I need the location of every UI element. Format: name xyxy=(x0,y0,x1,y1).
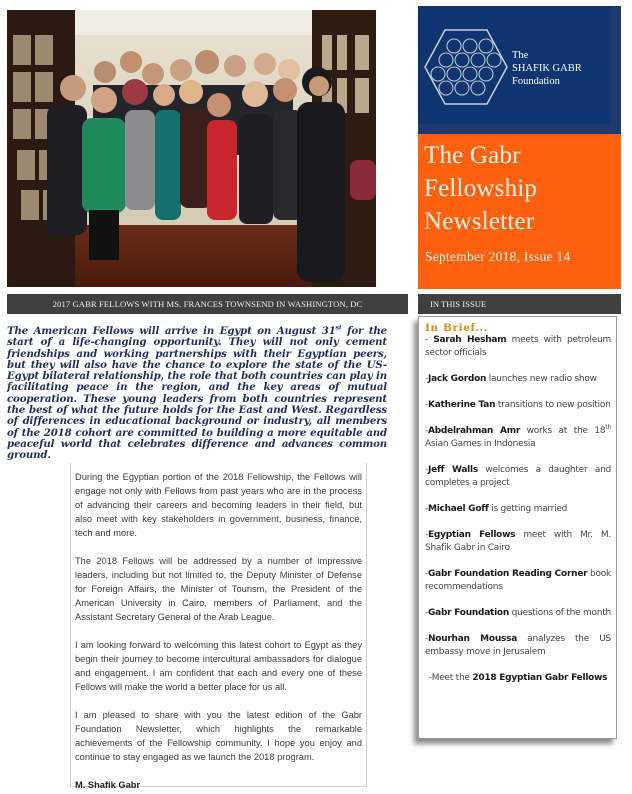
in-this-issue-header: IN THIS ISSUE xyxy=(418,294,621,314)
intro-paragraph xyxy=(7,326,387,462)
group-photo-illustration xyxy=(7,10,376,287)
in-brief-box xyxy=(418,316,617,739)
newsletter-title-panel xyxy=(418,134,621,289)
brief-item[interactable]: -Michael Goff is getting married xyxy=(425,504,568,514)
brief-item[interactable]: -Meet the 2018 Egyptian Gabr Fellows xyxy=(428,673,608,683)
letter-paragraph: I am pleased to share with you the latest edition of the Gabr Foundation Newsletter, which highlights the remarkable achievements of the Fellowship community. I hope you enjoy and continue to stay engaged as we launch the 2018 program. xyxy=(75,710,362,762)
photo-caption: 2017 GABR FELLOWS WITH MS. FRANCES TOWNSEND IN WASHINGTON, DC xyxy=(7,294,408,314)
letter-paragraph: During the Egyptian portion of the 2018 Fellowship, the Fellows will engage not only with Fellows from past years who are in the process of advancing their careers and becoming leaders in their field, but also meet with key stakeholders in government, business, finance, tech and more. xyxy=(75,472,362,538)
logo-line-1: The xyxy=(512,50,529,61)
letter-signature: M. Shafik Gabr xyxy=(75,780,141,790)
intro-text-start: The American Fellows will arrive in Egypt on August 31 xyxy=(7,325,336,337)
title-line-2: Fellowship xyxy=(424,175,538,202)
brief-item[interactable]: -Jeff Walls welcomes a daughter and completes a project xyxy=(425,465,612,488)
brief-item[interactable]: -Egyptian Fellows meet with Mr. M. Shafik Gabr in Cairo xyxy=(425,530,611,553)
geometric-hexagon-lattice-icon xyxy=(424,28,508,106)
brief-item[interactable]: -Gabr Foundation Reading Corner book recommendations xyxy=(425,569,611,592)
title-line-3: Newsletter xyxy=(424,208,535,235)
brief-item[interactable]: -Jack Gordon launches new radio show xyxy=(425,374,597,384)
foundation-logo-panel xyxy=(418,6,621,134)
intro-superscript: st xyxy=(335,324,342,332)
letter-paragraph: I am looking forward to welcoming this latest cohort to Egypt as they begin their journey to become intercultural ambassadors for dialogue and engagement. I am confident that each and every one of these Fellows will make the world a better place for us all. xyxy=(75,640,362,692)
chairman-letter xyxy=(70,463,367,790)
logo-line-2: SHAFIK GABR xyxy=(512,63,582,74)
brief-item[interactable]: -Abdelrahman Amr works at the 18th Asian Games in Indonesia xyxy=(425,424,612,449)
letter-paragraph: The 2018 Fellows will be addressed by a number of impressive leaders, including but not limited to, the Deputy Minister of Defense for Foreign Affairs, the Minister of Tourism, the President of the American University in Cairo, members of Parliament, and the Assistant Secretary General of the Arab League. xyxy=(75,556,362,622)
group-photo xyxy=(7,10,376,287)
logo-line-3: Foundation xyxy=(512,76,560,87)
issue-label: September 2018, Issue 14 xyxy=(425,249,571,264)
brief-item[interactable]: -Gabr Foundation questions of the month xyxy=(425,608,611,618)
title-line-1: The Gabr xyxy=(424,142,521,169)
brief-item[interactable]: - Sarah Hesham meets with petroleum sector officials xyxy=(425,335,611,358)
intro-text-rest: for the start of a life-changing opportunity. They will not only cement friendships and working partnerships with their Egyptian peers, but they will also have the chance to explore the state of the US-Egypt bilateral relationship, the role that both countries can play in facilitating peace in the region, and the key areas of mutual cooperation. These young leaders from both countries represent the best of what the future holds for the East and West. Regardless of differences in educational background or industry, all members of the 2018 cohort are committed to building a more equitable and peaceful world that celebrates difference and advances common ground. xyxy=(7,325,387,462)
in-brief-title: In Brief... xyxy=(425,322,488,334)
foundation-logo-text xyxy=(512,49,582,88)
brief-item[interactable]: -Nourhan Moussa analyzes the US embassy move in Jerusalem xyxy=(425,634,611,657)
brief-item[interactable]: -Katherine Tan transitions to new position xyxy=(425,400,611,410)
newsletter-title xyxy=(424,139,537,238)
